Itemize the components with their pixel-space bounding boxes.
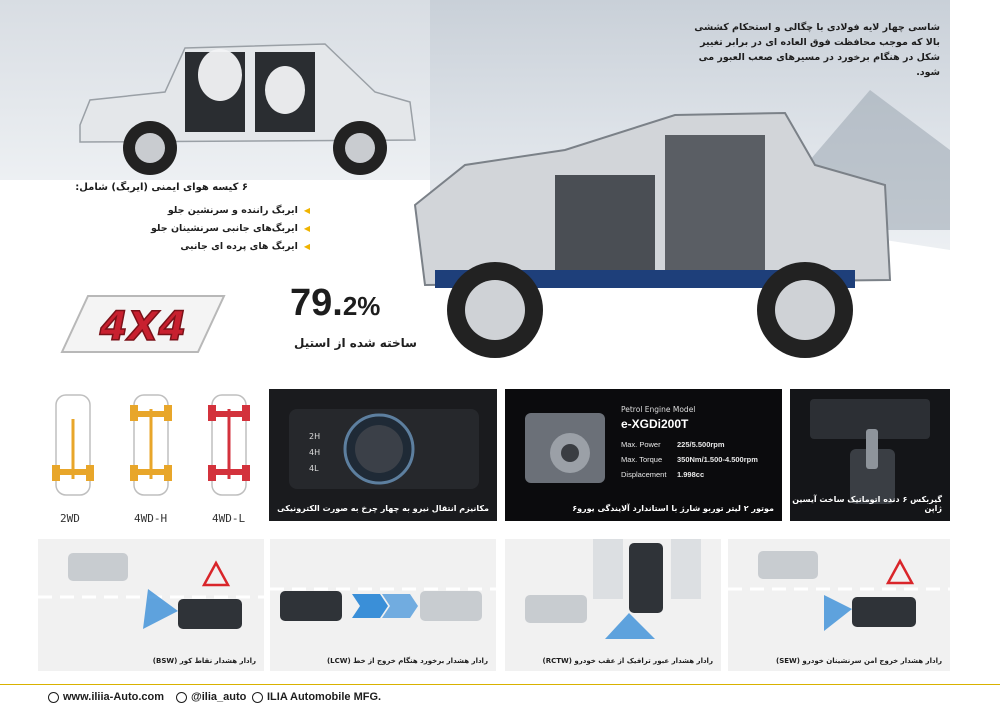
drive-diagram-4wdl [208, 395, 250, 495]
airbag-item: ◀ ایربگ راننده و سرنشین جلو [130, 202, 310, 220]
spec-value: 1.998cc [677, 470, 705, 479]
drive-label-4wdh: 4WD-H [134, 512, 168, 525]
airbag-car-image [70, 30, 420, 180]
mode-4h: 4H [309, 448, 321, 457]
stat-small: 2% [342, 291, 381, 321]
drive-diagram-2wd [52, 395, 94, 495]
radar-caption: رادار هشدار خروج امن سرنشینان خودرو (SEW) [775, 657, 942, 665]
drive-label-2wd: 2WD [60, 512, 80, 525]
chassis-description: شاسی چهار لایه فولادی با چگالی و استحکام کششی بالا که موجب محافظت فوق العاده ای در برابر تغییر شکل در هنگام برخورد در مسیرهای صعب العبور می شود. [694, 22, 940, 78]
stat-main: 79. [290, 282, 343, 324]
mode-2h: 2H [309, 432, 321, 441]
spec-label: Max. Torque [621, 455, 663, 464]
steel-label: ساخته شده از استیل [294, 336, 417, 350]
gearbox-caption: گیربکس ۶ دنده اتوماتیک ساخت آیسین ژاپن [792, 495, 942, 513]
drive-diagrams [38, 389, 258, 507]
engine-image [515, 403, 615, 503]
drive-modes-panel [38, 389, 258, 521]
airbag-item: ◀ ایربگ های پرده ای جانبی [130, 238, 310, 256]
engine-panel [505, 389, 782, 521]
radar-panel-bsw [38, 539, 264, 671]
engine-spec-labels [621, 437, 666, 482]
radar-rctw-diagram [505, 539, 721, 671]
footer-website[interactable] [48, 691, 164, 703]
spec-value: 225/5.500rpm [677, 440, 725, 449]
drive-label-4wdl: 4WD-L [212, 512, 246, 525]
engine-model-label: Petrol Engine Model [621, 405, 696, 414]
globe-icon [48, 692, 59, 703]
four-by-four-logo [58, 292, 228, 358]
radar-panel-rctw [505, 539, 721, 671]
radar-panel-lcw [270, 539, 496, 671]
radar-caption: رادار هشدار نقاط کور (BSW) [152, 657, 256, 665]
airbag-item: ◀ ایربگ‌های جانبی سرنشینان جلو [130, 220, 310, 238]
footer-instagram[interactable] [176, 691, 246, 703]
airbag-title: ۶ کیسه هوای ایمنی (ایربگ) شامل: [75, 182, 248, 193]
spec-label: Displacement [621, 470, 667, 479]
instagram-text: @ilia_auto [191, 691, 247, 703]
engine-caption: موتور ۲ لیتر توربو شارژ با استاندارد آلایندگی یورو۶ [572, 504, 774, 513]
website-text: www.iliia-Auto.com [63, 691, 165, 703]
linkedin-text: ILIA Automobile MFG. [267, 691, 382, 703]
instagram-icon [176, 692, 187, 703]
radar-bsw-diagram [38, 539, 264, 671]
mode-4l: 4L [309, 464, 319, 473]
airbag-list [130, 202, 310, 256]
radar-sew-diagram [728, 539, 950, 671]
radar-caption: رادار هشدار عبور ترافیک از عقب خودرو (RCTW) [542, 657, 713, 665]
spec-label: Max. Power [621, 440, 661, 449]
gearbox-panel [790, 389, 950, 521]
linkedin-icon [252, 692, 263, 703]
footer [0, 684, 1000, 707]
drive-selector-panel [269, 389, 497, 521]
steel-percentage [290, 282, 380, 325]
engine-spec-values [677, 437, 758, 482]
drive-diagram-4wdh [130, 395, 172, 495]
engine-model-name: e-XGDi200T [621, 417, 689, 431]
badge-text: 4X4 [99, 304, 187, 350]
radar-lcw-diagram [270, 539, 496, 671]
footer-linkedin[interactable] [252, 691, 381, 703]
radar-panel-sew [728, 539, 950, 671]
chassis-truck-image [405, 95, 895, 370]
radar-caption: رادار هشدار برخورد هنگام خروج از خط (LCW) [326, 657, 488, 665]
spec-value: 350Nm/1.500-4.500rpm [677, 455, 758, 464]
selector-caption: مکانیزم انتقال نیرو به چهار چرخ به صورت الکترونیکی [277, 504, 489, 513]
selector-mode-list [309, 429, 320, 477]
selector-knob-image [269, 389, 497, 521]
